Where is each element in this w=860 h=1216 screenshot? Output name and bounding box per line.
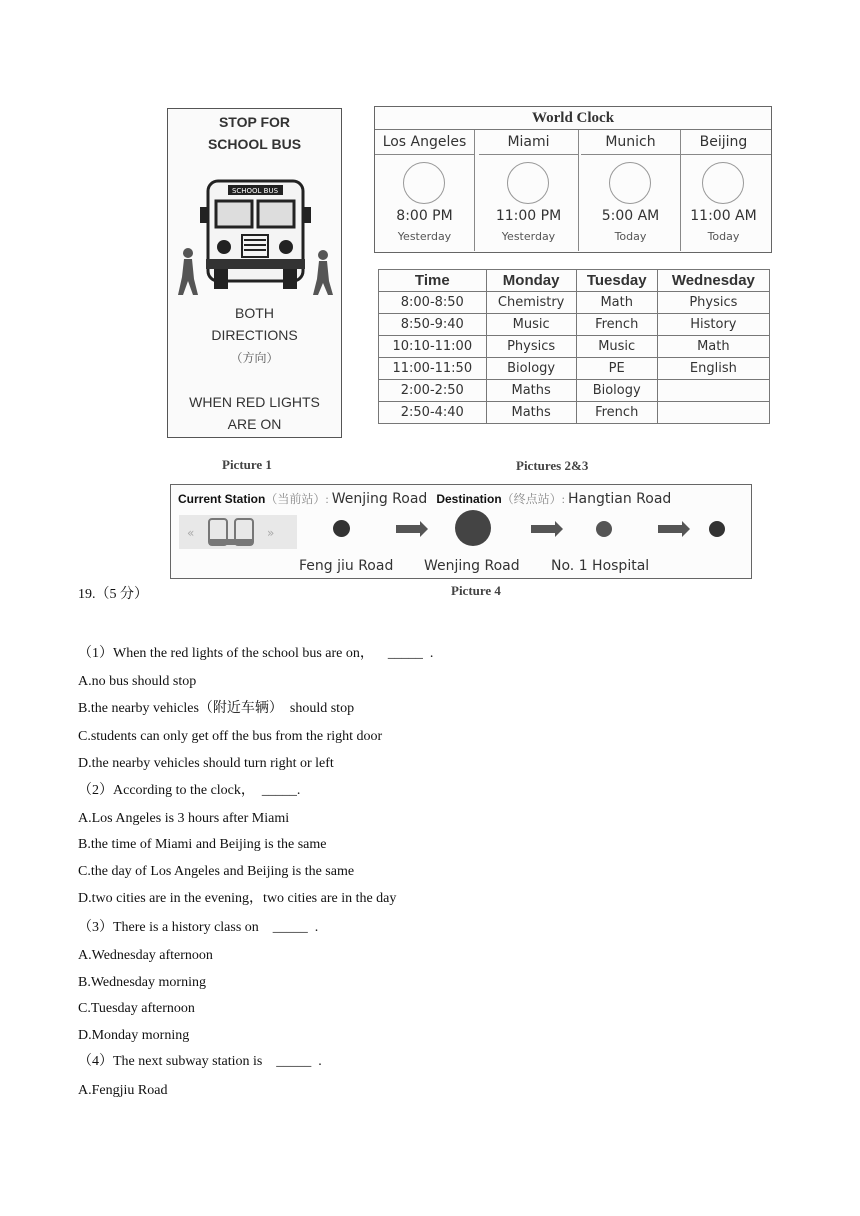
- picture-1-school-bus-sign: [167, 108, 342, 438]
- clock-city: [676, 130, 771, 251]
- current-station-dot-icon: [455, 510, 491, 546]
- city-day: Today: [614, 230, 647, 243]
- table-cell: Math: [576, 292, 657, 314]
- svg-text:»: »: [267, 526, 275, 540]
- city-day: Today: [707, 230, 740, 243]
- table-row: [379, 380, 770, 402]
- table-cell: English: [657, 358, 769, 380]
- arrow-right-icon: [531, 525, 555, 533]
- question-3-option-d: D.Monday morning: [78, 1028, 190, 1043]
- city-time: 5:00 AM: [601, 208, 660, 224]
- column-header: Wednesday: [657, 270, 769, 292]
- question-3-stem: （3）There is a history class on _____ .: [78, 920, 319, 935]
- class-timetable: [378, 269, 770, 424]
- table-cell: Math: [657, 336, 769, 358]
- table-cell: History: [657, 314, 769, 336]
- caption-picture-4: Picture 4: [451, 583, 501, 598]
- table-row: [379, 358, 770, 380]
- city-day: Yesterday: [397, 230, 452, 243]
- destination-value: Hangtian Road: [568, 491, 672, 507]
- table-cell: [657, 380, 769, 402]
- table-cell: Chemistry: [486, 292, 576, 314]
- column-header: Time: [379, 270, 487, 292]
- column-header: Monday: [486, 270, 576, 292]
- current-station-label: Current Station: [178, 492, 266, 506]
- question-1-option-b: B.the nearby vehicles（附近车辆） should stop: [78, 701, 355, 716]
- question-2-stem: （2）According to the clock， _____.: [78, 783, 301, 798]
- table-cell: 8:50-9:40: [379, 314, 487, 336]
- question-2-option-b: B.the time of Miami and Beijing is the same: [78, 837, 327, 852]
- picture-4-subway-map: [170, 484, 752, 579]
- subway-train-icon: [179, 515, 297, 549]
- table-cell: French: [576, 402, 657, 424]
- table-cell: 8:00-8:50: [379, 292, 487, 314]
- question-4-option-a: A.Fengjiu Road: [78, 1083, 168, 1098]
- clock-face-icon: [609, 162, 651, 204]
- table-cell: 2:00-2:50: [379, 380, 487, 402]
- current-station-line: [178, 490, 671, 507]
- table-cell: 2:50-4:40: [379, 402, 487, 424]
- bus-sign-text: SCHOOL BUS: [231, 187, 279, 195]
- destination-label: Destination: [436, 492, 502, 506]
- table-row: [379, 292, 770, 314]
- station-label: Wenjing Road: [424, 558, 520, 574]
- question-2-option-a: A.Los Angeles is 3 hours after Miami: [78, 811, 290, 826]
- table-cell: French: [576, 314, 657, 336]
- question-number: 19.（5 分）: [78, 587, 148, 602]
- question-2-option-d: D.two cities are in the evening，two cities are in the day: [78, 891, 397, 906]
- world-clock: [374, 106, 772, 253]
- table-cell: PE: [576, 358, 657, 380]
- table-cell: Music: [576, 336, 657, 358]
- table-row: [379, 402, 770, 424]
- sign-title-line2: SCHOOL BUS: [207, 136, 302, 152]
- sign-when-red-lights: WHEN RED LIGHTS: [189, 394, 320, 410]
- sign-both: BOTH: [235, 305, 274, 321]
- table-cell: Music: [486, 314, 576, 336]
- city-name: Miami: [479, 130, 578, 155]
- svg-text:«: «: [187, 526, 195, 540]
- question-2-option-c: C.the day of Los Angeles and Beijing is the same: [78, 864, 355, 879]
- city-time: 11:00 PM: [495, 208, 562, 224]
- table-cell: [657, 402, 769, 424]
- caption-pictures-2-3: Pictures 2&3: [516, 458, 589, 473]
- column-header: Tuesday: [576, 270, 657, 292]
- sign-are-on: ARE ON: [227, 416, 282, 432]
- sign-directions: DIRECTIONS: [211, 327, 298, 343]
- question-3-option-c: C.Tuesday afternoon: [78, 1001, 195, 1016]
- table-cell: Maths: [486, 380, 576, 402]
- school-bus-icon: [168, 171, 341, 299]
- destination-cn: （终点站）:: [501, 492, 566, 506]
- question-1-stem: （1）When the red lights of the school bus are on， _____ .: [78, 646, 434, 661]
- city-name: Los Angeles: [375, 130, 474, 155]
- city-name: Beijing: [676, 130, 771, 155]
- table-cell: Physics: [486, 336, 576, 358]
- arrow-right-icon: [658, 525, 682, 533]
- question-1-option-c: C.students can only get off the bus from the right door: [78, 729, 383, 744]
- table-cell: Biology: [576, 380, 657, 402]
- table-cell: 10:10-11:00: [379, 336, 487, 358]
- city-name: Munich: [581, 130, 680, 155]
- clock-face-icon: [403, 162, 445, 204]
- current-station-cn: （当前站）:: [265, 492, 329, 506]
- clock-city: [479, 130, 579, 251]
- station-dot-icon: [709, 521, 725, 537]
- arrow-right-icon: [396, 525, 420, 533]
- caption-picture-1: Picture 1: [222, 457, 272, 472]
- sign-title-line1: STOP FOR: [218, 114, 291, 130]
- table-cell: Maths: [486, 402, 576, 424]
- table-cell: 11:00-11:50: [379, 358, 487, 380]
- current-station-value: Wenjing Road: [331, 491, 428, 507]
- station-label: No. 1 Hospital: [551, 558, 650, 574]
- table-row: [379, 314, 770, 336]
- question-1-option-d: D.the nearby vehicles should turn right or left: [78, 756, 334, 771]
- table-header-row: [379, 270, 770, 292]
- city-day: Yesterday: [501, 230, 556, 243]
- clock-city: [581, 130, 681, 251]
- question-3-option-b: B.Wednesday morning: [78, 975, 206, 990]
- clock-face-icon: [507, 162, 549, 204]
- clock-city: [375, 130, 475, 251]
- question-1-option-a: A.no bus should stop: [78, 674, 197, 689]
- table-cell: Biology: [486, 358, 576, 380]
- station-label: Feng jiu Road: [299, 558, 394, 574]
- world-clock-title: World Clock: [375, 107, 771, 130]
- table-cell: Physics: [657, 292, 769, 314]
- question-4-stem: （4）The next subway station is _____ .: [78, 1054, 322, 1069]
- sign-directions-cn: （方向）: [230, 351, 279, 365]
- clock-face-icon: [702, 162, 744, 204]
- city-time: 8:00 PM: [396, 208, 453, 224]
- table-row: [379, 336, 770, 358]
- city-time: 11:00 AM: [690, 208, 757, 224]
- station-dot-icon: [596, 521, 612, 537]
- question-3-option-a: A.Wednesday afternoon: [78, 948, 213, 963]
- station-dot-icon: [333, 520, 350, 537]
